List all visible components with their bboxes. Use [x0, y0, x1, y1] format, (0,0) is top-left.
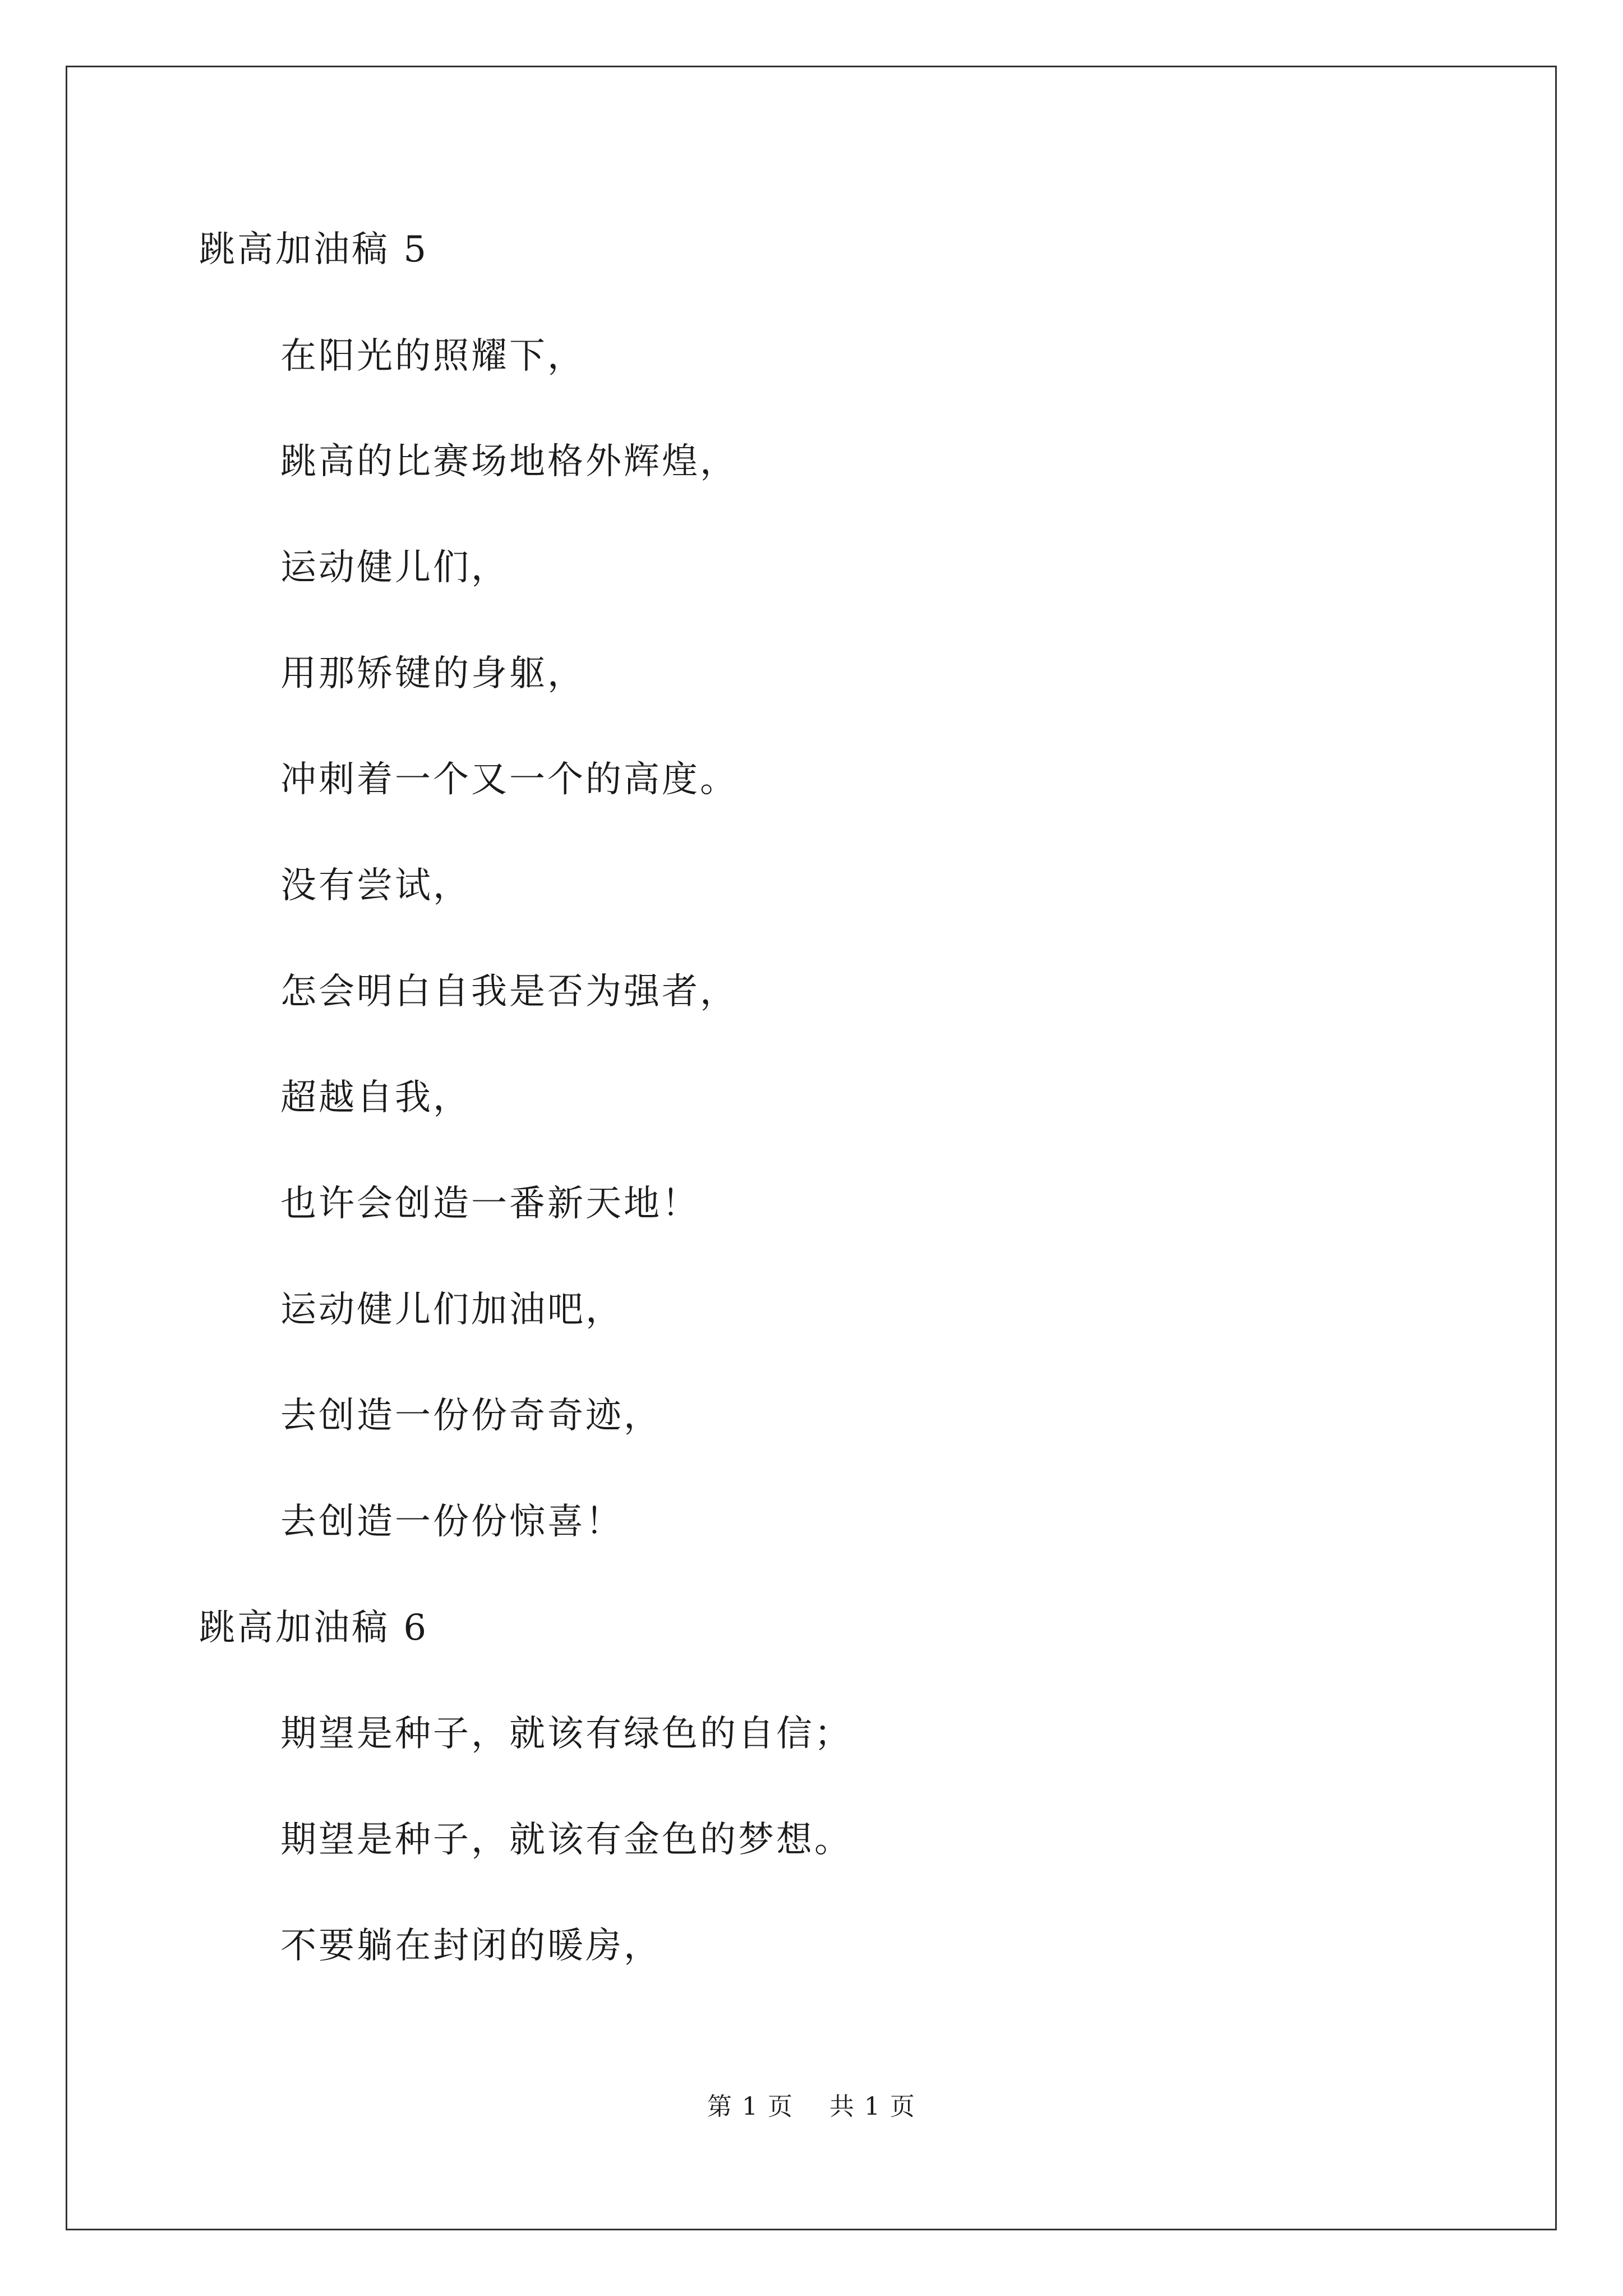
page-frame — [66, 66, 1557, 2230]
verse-line: 运动健儿们， — [280, 547, 509, 588]
verse-line: 期望是种子，就该有绿色的自信； — [280, 1713, 852, 1755]
verse-line: 超越自我， — [280, 1077, 471, 1119]
verse-line: 去创造一份份奇奇迹， — [280, 1395, 662, 1437]
verse-line: 期望是种子，就该有金色的梦想。 — [280, 1819, 852, 1861]
verse-line: 怎会明白自我是否为强者， — [280, 971, 738, 1013]
verse-line: 跳高的比赛场地格外辉煌， — [280, 441, 738, 482]
verse-line: 用那矫键的身躯， — [280, 653, 585, 694]
section-title: 跳高加油稿 6 — [199, 1607, 429, 1649]
verse-line: 也许会创造一番新天地！ — [280, 1183, 700, 1225]
verse-line: 在阳光的照耀下， — [280, 335, 585, 377]
verse-line: 不要躺在封闭的暖房， — [280, 1925, 662, 1967]
page-footer: 第 1 页 共 1 页 — [707, 2092, 916, 2121]
section-title: 跳高加油稿 5 — [199, 229, 429, 270]
verse-line: 冲刺着一个又一个的高度。 — [280, 759, 738, 800]
verse-line: 运动健儿们加油吧， — [280, 1289, 624, 1331]
verse-line: 去创造一份份惊喜！ — [280, 1501, 624, 1543]
verse-line: 没有尝试， — [280, 865, 471, 907]
